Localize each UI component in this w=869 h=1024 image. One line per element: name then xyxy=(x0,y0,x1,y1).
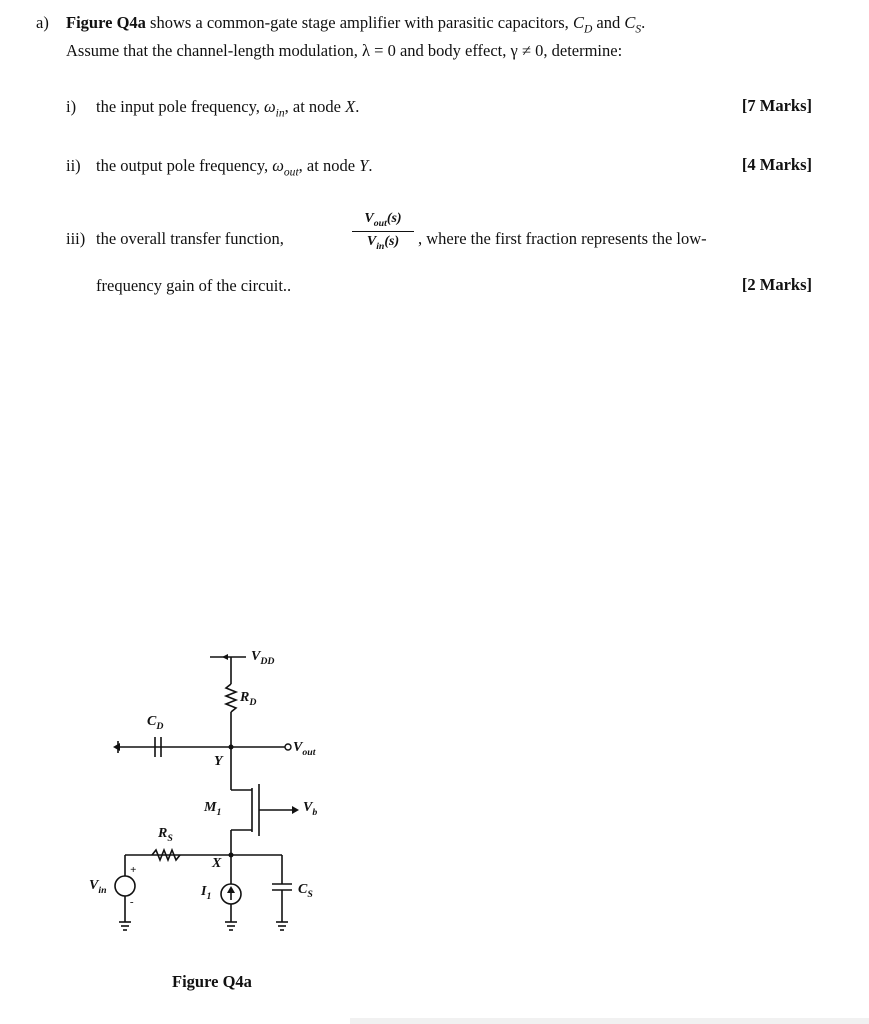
figure-caption: Figure Q4a xyxy=(172,972,252,991)
vin-minus-label: - xyxy=(130,896,134,908)
fraction-numerator: $V_{out}(s)$ xyxy=(364,211,402,229)
rs-label: $R_S$ xyxy=(158,826,173,844)
part-ii-marks: [4 Marks] xyxy=(741,155,812,174)
part-i-marks: [7 Marks] xyxy=(741,96,812,115)
cd-label: $C_D$ xyxy=(147,714,164,732)
part-iii-line-2: frequency gain of the circuit.. xyxy=(96,276,292,295)
y-node-dot xyxy=(229,745,234,750)
and-text: and xyxy=(592,13,625,32)
part-iii-text-b: , where the first fraction represents the low- xyxy=(418,229,707,248)
rd-resistor xyxy=(226,684,236,712)
part-i-text: the input pole frequency, $\omega_{in}$, at node X. xyxy=(96,97,360,120)
vb-arrow-icon xyxy=(292,806,299,814)
rd-label: $R_D$ xyxy=(240,690,257,708)
part-ii-number: ii) xyxy=(66,156,81,175)
vout-terminal xyxy=(285,744,291,750)
question-text: shows a common-gate stage amplifier with parasitic capacitors, xyxy=(145,13,573,32)
part-iii-number: iii) xyxy=(66,229,86,248)
cd-ground-arrow-icon xyxy=(113,743,120,751)
question-label: a) xyxy=(36,13,49,32)
i1-arrow-icon xyxy=(227,886,235,893)
x-node-dot xyxy=(229,853,234,858)
part-ii-text: the output pole frequency, $\omega_{out}$, at node Y. xyxy=(96,156,373,179)
x-node-label: X xyxy=(212,856,222,871)
vin-plus-label: + xyxy=(130,864,137,876)
part-iii-marks: [2 Marks] xyxy=(741,275,812,294)
cs-label: $C_S$ xyxy=(298,882,313,900)
vin-source xyxy=(115,876,135,896)
period: . xyxy=(641,13,646,32)
part-iii-text-a: the overall transfer function, xyxy=(96,229,284,248)
i1-label: $I_1$ xyxy=(201,884,212,902)
cs-symbol: $C_S$ xyxy=(624,13,642,36)
ground-vin xyxy=(119,922,131,930)
ground-i1 xyxy=(225,922,237,930)
omega-in-symbol: $\omega_{in}$ xyxy=(264,97,285,120)
vout-label: $V_{out}$ xyxy=(293,740,316,758)
bottom-shadow xyxy=(350,1018,869,1024)
question-line-2: Assume that the channel-length modulation, λ = 0 and body effect, γ ≠ 0, determine: xyxy=(66,41,623,60)
vdd-label: $V_{DD}$ xyxy=(251,649,275,667)
vdd-arrow-icon xyxy=(222,654,228,660)
ground-cs xyxy=(276,922,288,930)
part-i-number: i) xyxy=(66,97,77,116)
cd-symbol: $C_D$ xyxy=(572,13,593,36)
vin-label: $V_{in}$ xyxy=(89,878,107,896)
omega-out-symbol: $\omega_{out}$ xyxy=(272,156,299,179)
y-node-label: Y xyxy=(214,754,223,769)
figure-ref: Figure Q4a xyxy=(66,13,146,32)
m1-label: $M_1$ xyxy=(204,800,222,818)
fraction-denominator: $V_{in}(s)$ xyxy=(366,233,400,252)
vb-label: $V_b$ xyxy=(303,800,318,818)
